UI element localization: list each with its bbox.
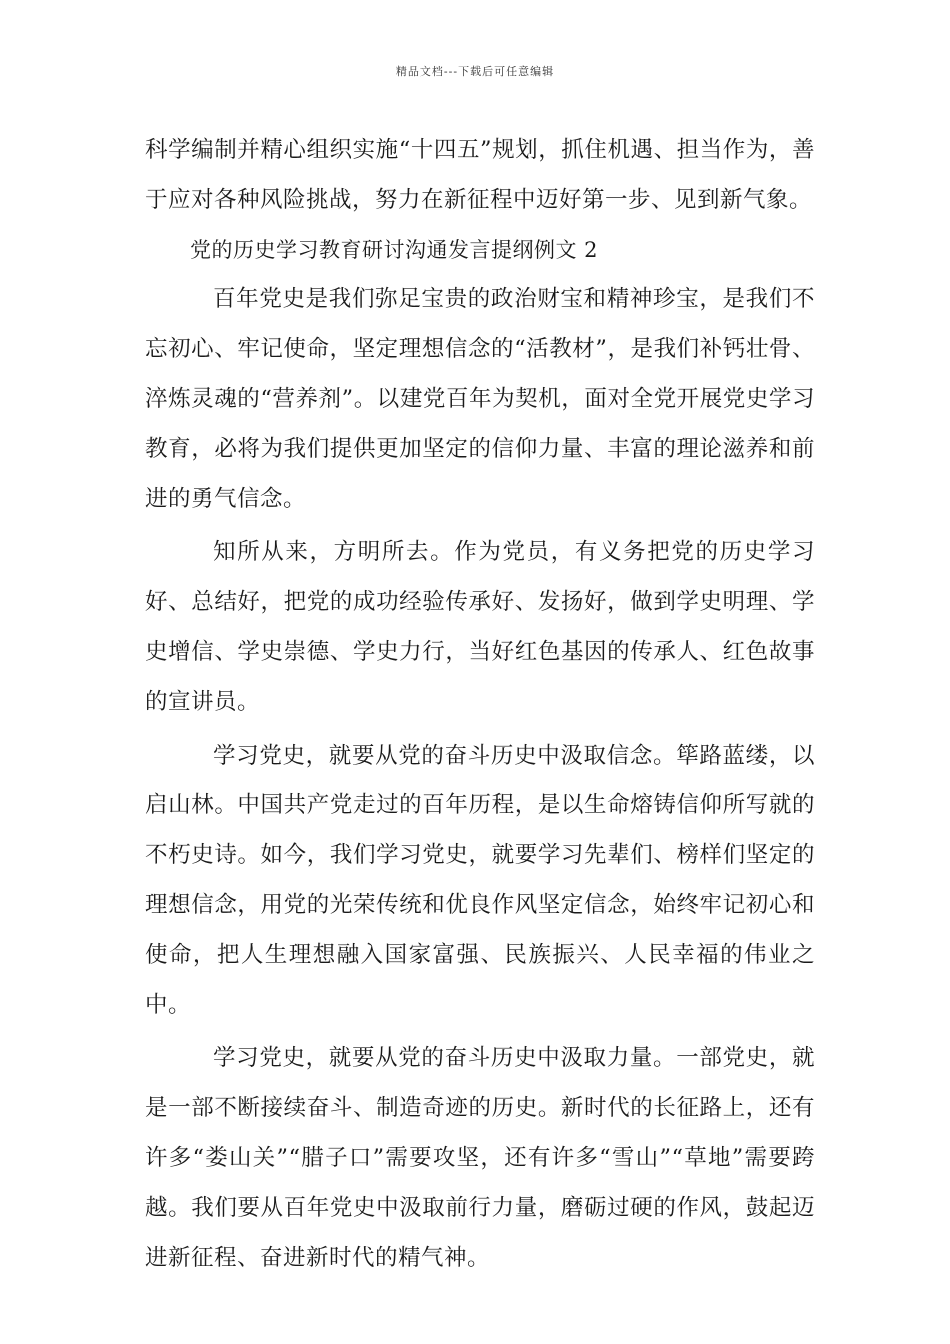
paragraph-3: 学习党史，就要从党的奋斗历史中汲取信念。筚路蓝缕，以启山林。中国共产党走过的百年历程，是以生命熔铸信仰所写就的不朽史诗。如今，我们学习党史，就要学习先辈们、榜样们坚定的理想信念，用党的光荣传统和优良作风坚定信念，始终牢记初心和使命，把人生理想融入国家富强、民族振兴、人民幸福的伟业之中。: [145, 742, 815, 1018]
page-header: 精品文档---下载后可任意编辑: [395, 65, 555, 78]
continuation-paragraph: 科学编制并精心组织实施“十四五”规划，抓住机遇、担当作为，善于应对各种风险挑战，努力在新征程中迈好第一步、见到新气象。: [145, 137, 815, 213]
paragraph-1: 百年党史是我们弥足宝贵的政治财宝和精神珍宝，是我们不忘初心、牢记使命，坚定理想信念的“活教材”，是我们补钙壮骨、淬炼灵魂的“营养剂”。以建党百年为契机，面对全党开展党史学习教育，必将为我们提供更加坚定的信仰力量、丰富的理论滋养和前进的勇气信念。: [145, 286, 815, 512]
document-body: [145, 126, 815, 1283]
paragraph-4: 学习党史，就要从党的奋斗历史中汲取力量。一部党史，就是一部不断接续奋斗、制造奇迹的历史。新时代的长征路上，还有许多“娄山关”“腊子口”需要攻坚，还有许多“雪山”“草地”需要跨越。我们要从百年党史中汲取前行力量，磨砺过硬的作风，鼓起迈进新征程、奋进新时代的精气神。: [145, 1045, 815, 1271]
section-subtitle: 党的历史学习教育研讨沟通发言提纲例文 2: [190, 237, 599, 262]
paragraph-2: 知所从来，方明所去。作为党员，有义务把党的历史学习好、总结好，把党的成功经验传承好、发扬好，做到学史明理、学史增信、学史崇德、学史力行，当好红色基因的传承人、红色故事的宣讲员。: [145, 539, 815, 715]
